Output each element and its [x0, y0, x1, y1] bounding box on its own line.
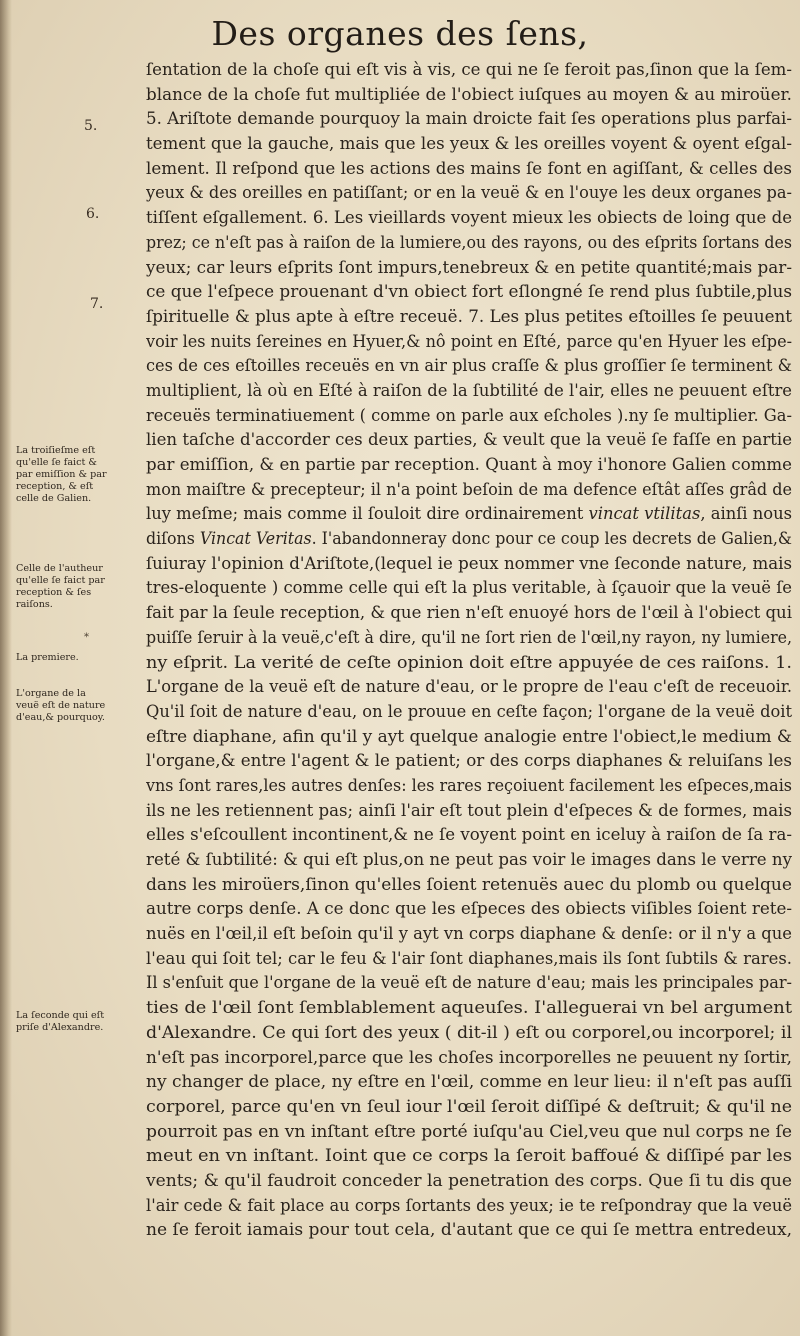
text-line	[146, 1218, 792, 1243]
text-line	[146, 675, 792, 700]
text-line-inner	[146, 478, 792, 503]
text-line	[146, 502, 792, 527]
text-line-segment: meut en vn inſtant. Ioint que ce corps la ſeroit baffoué & diſſipé par les	[146, 1146, 792, 1166]
running-head: Des organes des ſens,	[211, 14, 589, 53]
text-line-inner	[146, 256, 792, 281]
margin-note-line: reception & ſes	[16, 587, 92, 598]
text-line-inner	[146, 453, 792, 478]
text-line-segment: l'eau qui ſoit tel; car le feu & l'air ſont diaphanes,mais ils ſont ſubtils & rares.	[146, 948, 792, 968]
text-line	[146, 922, 792, 947]
text-line-segment: yeux & des oreilles en patiſſant; or en la veuë & en l'ouye les deux organes pa-	[146, 183, 792, 203]
text-line	[146, 576, 792, 601]
text-line	[146, 280, 792, 305]
text-line-segment: ils ne les retiennent pas; ainſi l'air eſt tout plein d'eſpeces & de formes, mais	[146, 800, 792, 820]
text-line	[146, 971, 792, 996]
text-line	[146, 527, 792, 552]
text-line-segment: receuës terminatiuement ( comme on parle aux eſcholes ).ny ſe multiplier. Ga-	[146, 405, 792, 425]
margin-note-line: La troiſieſme eſt	[16, 445, 96, 456]
text-line-inner	[146, 1046, 792, 1071]
text-line-segment: ny eſprit. La verité de ceſte opinion doit eſtre appuyée de ces raiſons. 1.	[146, 652, 792, 672]
text-line-segment: ſuiuray l'opinion d'Ariſtote,(lequel ie peux nommer vne ſeconde nature, mais	[146, 553, 792, 573]
margin-note-line: par emiſſion & par	[16, 469, 107, 480]
text-line-inner	[146, 947, 792, 972]
text-line-inner	[146, 1169, 792, 1194]
text-line-inner	[146, 1095, 792, 1120]
margin-note-line: qu'elle ſe faict par	[16, 575, 105, 586]
text-line	[146, 379, 792, 404]
text-line-inner	[146, 1218, 792, 1243]
margin-note-line: reception, & eſt	[16, 481, 94, 492]
margin-note-organe-eau	[16, 688, 144, 724]
text-line-inner	[146, 330, 792, 355]
text-line	[146, 453, 792, 478]
text-line-inner	[146, 181, 792, 206]
text-line	[146, 404, 792, 429]
text-line	[146, 1046, 792, 1071]
text-line-segment: 5. Ariſtote demande pourquoy la main droicte fait ſes operations plus parfai-	[146, 109, 792, 129]
text-line-inner	[146, 774, 792, 799]
text-line-inner	[146, 58, 792, 83]
text-line-segment: eſtre diaphane, afin qu'il y ayt quelque analogie entre l'obiect,le medium &	[146, 726, 792, 746]
text-line-segment: tiſſent eſgallement. 6. Les vieillards voyent mieux les obiects de loing que de	[146, 208, 792, 228]
text-line-inner	[146, 651, 792, 676]
margin-note-line: celle de Galien.	[16, 493, 92, 504]
italic-phrase: vincat vtilitas	[588, 504, 701, 524]
text-line-inner	[146, 1120, 792, 1145]
text-line-inner	[146, 379, 792, 404]
text-line	[146, 996, 792, 1021]
text-line-segment: ne ſe feroit iamais pour tout cela, d'autant que ce qui ſe mettra entredeux,	[146, 1220, 792, 1240]
text-line-segment: ny changer de place, ny eſtre en l'œil, comme en leur lieu: il n'eſt pas auſſi	[146, 1072, 792, 1092]
text-line	[146, 799, 792, 824]
text-line	[146, 354, 792, 379]
text-line-inner	[146, 626, 792, 651]
text-line-segment: multiplient, là où en Eſté à raiſon de la ſubtilité de l'air, elles ne peuuent eſtre	[146, 380, 792, 400]
text-line-segment: fait par la ſeule reception, & que rien n'eſt enuoyé hors de l'œil à l'obiect qui	[146, 603, 792, 623]
text-line-segment: diſons	[146, 529, 200, 549]
text-line-inner	[146, 354, 792, 379]
margin-note-premiere	[16, 652, 144, 664]
text-line-segment: yeux; car leurs eſprits ſont impurs,tenebreux & en petite quantité;mais par-	[146, 257, 792, 277]
text-line	[146, 181, 792, 206]
body-text	[146, 58, 792, 1243]
text-line-segment: n'eſt pas incorporel,parce que les choſes incorporelles ne peuuent ny ſortir,	[146, 1047, 792, 1067]
section-number-5: 5.	[84, 118, 98, 134]
text-line-segment: Il s'enſuit que l'organe de la veuë eſt de nature d'eau; mais les principales par-	[146, 973, 792, 993]
text-line-segment: ſentation de la choſe qui eſt vis à vis, ce qui ne ſe feroit pas,ſinon que la ſem-	[146, 60, 792, 79]
text-line-segment: voir les nuits ſereines en Hyuer,& nô point en Eſté, parce qu'en Hyuer les eſpe-	[146, 331, 792, 351]
text-line	[146, 330, 792, 355]
text-line-segment: pourroit pas en vn inſtant eſtre porté iuſqu'au Ciel,veu que nul corps ne ſe	[146, 1121, 792, 1141]
text-line	[146, 1194, 792, 1219]
text-line	[146, 749, 792, 774]
text-line-segment: mon maiſtre & precepteur; il n'a point beſoin de ma defence eſtât aſſes grâd de	[146, 479, 792, 499]
text-line-segment: puiſſe ſeruir à la veuë,c'eſt à dire, qu'il ne ſort rien de l'œil,ny rayon, ny lumiere,	[146, 627, 792, 647]
text-line-inner	[146, 157, 792, 182]
text-line-segment: , ainſi nous	[700, 504, 792, 524]
text-line	[146, 107, 792, 132]
text-line-inner	[146, 107, 792, 132]
text-line	[146, 700, 792, 725]
margin-note-line: raiſons.	[16, 599, 53, 610]
text-line-segment: d'Alexandre. Ce qui ſort des yeux ( dit-il ) eſt ou corporel,ou incorporel; il	[146, 1022, 792, 1042]
text-line-inner	[146, 1070, 792, 1095]
text-line-inner	[146, 971, 792, 996]
text-line	[146, 1095, 792, 1120]
page-gutter-shadow	[0, 0, 12, 1336]
margin-note-line: La premiere.	[16, 652, 79, 663]
text-line-segment: tres-eloquente ) comme celle qui eſt la plus veritable, à ſçauoir que la veuë ſe	[146, 578, 792, 598]
text-line-segment: luy meſme; mais comme il ſouloit dire ordinairement	[146, 504, 589, 524]
text-line	[146, 1120, 792, 1145]
text-line-segment: par emiſſion, & en partie par reception. Quant à moy i'honore Galien comme	[146, 455, 792, 474]
margin-note-autheur	[16, 563, 144, 611]
text-line-inner	[146, 1194, 792, 1219]
text-line-inner	[146, 922, 792, 947]
text-line	[146, 1144, 792, 1169]
text-line	[146, 897, 792, 922]
text-line-segment: Qu'il ſoit de nature d'eau, on le prouue en ceſte façon; l'organe de la veuë doit	[146, 701, 792, 721]
text-line-segment: ſpirituelle & plus apte à eſtre receuë. 7. Les plus petites eſtoilles ſe peuuent	[146, 306, 792, 326]
text-line-inner	[146, 1144, 792, 1169]
text-line	[146, 1169, 792, 1194]
margin-note-line: La ſeconde qui eſt	[16, 1010, 105, 1021]
text-line-inner	[146, 206, 792, 231]
text-line	[146, 428, 792, 453]
text-line-segment: l'organe,& entre l'agent & le patient; or des corps diaphanes & reluiſans les	[146, 751, 792, 771]
text-line-segment: vns ſont rares,les autres denſes: les rares reçoiuent facilement les eſpeces,mais	[146, 775, 792, 795]
text-line-segment: L'organe de la veuë eſt de nature d'eau, or le propre de l'eau c'eſt de receuoir.	[146, 677, 792, 697]
section-number-6: 6.	[86, 206, 100, 222]
text-line-inner	[146, 873, 792, 898]
text-line	[146, 626, 792, 651]
text-line-inner	[146, 576, 792, 601]
text-line-inner	[146, 725, 792, 750]
text-line	[146, 256, 792, 281]
text-line-inner	[146, 305, 792, 330]
text-line-segment: vents; & qu'il faudroit conceder la penetration des corps. Que ſi tu dis que	[146, 1170, 792, 1190]
text-line	[146, 1070, 792, 1095]
text-line-inner	[146, 996, 792, 1021]
text-line-inner	[146, 897, 792, 922]
margin-note-line: d'eau,& pourquoy.	[16, 712, 105, 723]
text-line	[146, 774, 792, 799]
text-line	[146, 206, 792, 231]
margin-mark: *	[84, 632, 89, 643]
text-line-segment: ces de ces eſtoilles receuës en vn air plus craſſe & plus groſſier ſe terminent &	[146, 356, 792, 376]
text-line-segment: blance de la choſe fut multipliée de l'obiect iuſques au moyen & au miroüer.	[146, 84, 792, 104]
text-line-segment: dans les miroüers,ſinon qu'elles ſoient retenuës auec du plomb ou quelque	[146, 874, 792, 894]
text-line-inner	[146, 823, 792, 848]
text-line-segment: prez; ce n'eſt pas à raiſon de la lumiere,ou des rayons, ou des eſprits ſortans des	[146, 232, 792, 252]
margin-note-line: Celle de l'autheur	[16, 563, 103, 574]
text-line-inner	[146, 601, 792, 626]
text-line-inner	[146, 1021, 792, 1046]
text-line-inner	[146, 799, 792, 824]
text-line-segment: ce que l'eſpece prouenant d'vn obiect fort eſlongné ſe rend plus ſubtile,plus	[146, 282, 792, 302]
margin-note-line: qu'elle ſe faict &	[16, 457, 97, 468]
text-line-inner	[146, 231, 792, 256]
text-line-inner	[146, 700, 792, 725]
text-line-segment: . I'abandonneray donc pour ce coup les decrets de Galien,&	[311, 529, 792, 549]
text-line-segment: nuës en l'œil,il eſt beſoin qu'il y ayt vn corps diaphane & denſe: or il n'y a que	[146, 924, 792, 944]
text-line	[146, 601, 792, 626]
text-line-inner	[146, 749, 792, 774]
text-line-inner	[146, 280, 792, 305]
text-line-inner	[146, 83, 792, 108]
text-line-segment: ties de l'œil ſont ſemblablement aqueuſes. I'alleguerai vn bel argument	[146, 998, 792, 1018]
text-line-inner	[146, 428, 792, 453]
text-line-segment: tement que la gauche, mais que les yeux & les oreilles voyent & oyent eſgal-	[146, 134, 792, 154]
text-line	[146, 651, 792, 676]
margin-note-galien	[16, 445, 144, 505]
text-line	[146, 947, 792, 972]
text-line-inner	[146, 502, 792, 527]
text-line	[146, 823, 792, 848]
text-line-segment: reté & ſubtilité: & qui eſt plus,on ne peut pas voir le images dans le verre ny	[146, 850, 792, 869]
section-number-7: 7.	[90, 296, 104, 312]
text-line	[146, 725, 792, 750]
text-line-inner	[146, 675, 792, 700]
text-line	[146, 478, 792, 503]
text-line-inner	[146, 132, 792, 157]
margin-note-alexandre	[16, 1010, 144, 1034]
text-line-inner	[146, 404, 792, 429]
text-line	[146, 231, 792, 256]
margin-note-line: L'organe de la	[16, 688, 86, 699]
text-line-inner	[146, 552, 792, 577]
text-line	[146, 58, 792, 83]
italic-phrase: Vincat Veritas	[199, 529, 312, 549]
text-line-inner	[146, 527, 792, 552]
text-line	[146, 848, 792, 873]
margin-note-line: priſe d'Alexandre.	[16, 1022, 104, 1033]
text-line	[146, 157, 792, 182]
margin-note-line: veuë eſt de nature	[16, 700, 106, 711]
text-line-segment: autre corps denſe. A ce donc que les eſpeces des obiects viſibles ſoient rete-	[146, 899, 792, 919]
text-line	[146, 1021, 792, 1046]
text-line	[146, 83, 792, 108]
text-line	[146, 132, 792, 157]
text-line	[146, 552, 792, 577]
text-line-segment: lien taſche d'accorder ces deux parties, & veult que la veuë ſe faſſe en partie	[146, 430, 792, 450]
text-line-segment: elles s'eſcoullent incontinent,& ne ſe voyent point en iceluy à raiſon de ſa ra-	[146, 825, 792, 845]
text-line-inner	[146, 848, 792, 873]
text-line	[146, 305, 792, 330]
text-line-segment: l'air cede & fait place au corps ſortants des yeux; ie te reſpondray que la veuë	[146, 1195, 792, 1215]
text-line	[146, 873, 792, 898]
text-line-segment: lement. Il reſpond que les actions des mains ſe font en agiſſant, & celles des	[146, 158, 792, 178]
text-line-segment: corporel, parce qu'en vn ſeul iour l'œil ſeroit diſſipé & deſtruit; & qu'il ne	[146, 1096, 792, 1116]
